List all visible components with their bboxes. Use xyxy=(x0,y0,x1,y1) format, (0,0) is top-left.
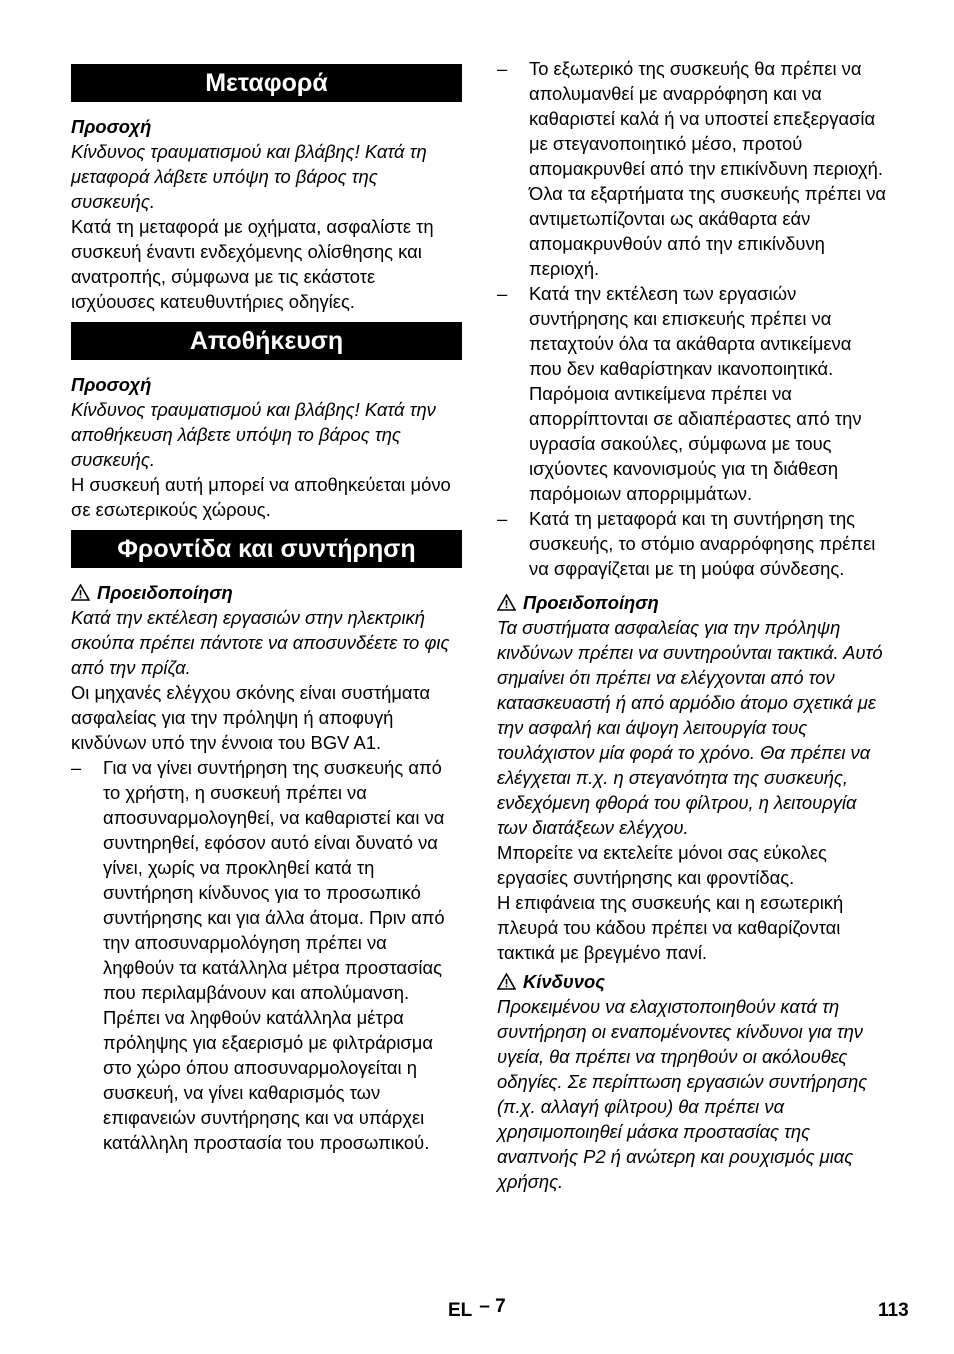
paragraph: Η επιφάνεια της συσκευής και η εσωτερική πλευρά του κάδου πρέπει να καθαρίζονται τακτικά με βρεγμένο πανί. xyxy=(497,892,844,963)
warning-text: Κατά την εκτέλεση εργασιών στην ηλεκτρική σκούπα πρέπει πάντοτε να αποσυνδέετε το φις από την πρίζα. xyxy=(71,607,450,678)
dash-marker: – xyxy=(497,283,508,304)
page-number: 113 xyxy=(878,1300,909,1321)
dash-marker: – xyxy=(497,58,508,79)
warning-label: Προειδοποίηση xyxy=(97,582,233,603)
list-item xyxy=(497,56,889,281)
warning-triangle-icon xyxy=(497,594,516,611)
right-column xyxy=(497,56,889,1194)
caution-text: Κίνδυνος τραυματισμού και βλάβης! Κατά τη μεταφορά λάβετε υπόψη το βάρος της συσκευής. xyxy=(71,141,427,212)
paragraph: Μπορείτε να εκτελείτε μόνοι σας εύκολες εργασίες συντήρησης και φροντίδας. xyxy=(497,842,827,888)
list-item-text: Το εξωτερικό της συσκευής θα πρέπει να απολυμανθεί με αναρρόφηση και να καθαριστεί καλά ή να υποστεί επεξεργασία με στεγανοποιητικό μέσο, προτού απομακρυνθεί από την επικίνδυνη περιοχή. Όλα τα εξαρτήματα της συσκευής πρέπει να αντιμετωπίζονται ως ακάθαρτα εάν απομακρυνθούν από την επικίνδυνη περιοχή. xyxy=(529,58,887,279)
danger-text: Προκειμένου να ελαχιστοποιηθούν κατά τη συντήρηση οι εναπομένοντες κίνδυνοι για την υγεία, θα πρέπει να τηρηθούν οι ακόλουθες οδηγίες. Σε περίπτωση εργασιών συντήρησης (π.χ. αλλαγή φίλτρου) θα πρέπει να χρησιμοποιηθεί μάσκα προστασίας της αναπνοής P2 ή ανώτερη και ρουχισμός μιας χρήσης. xyxy=(497,996,868,1192)
footer-language-section xyxy=(448,1296,508,1322)
caution-heading: Προσοχή xyxy=(71,374,152,395)
warning-triangle-icon xyxy=(71,584,90,601)
warning-triangle-icon xyxy=(497,973,516,990)
caution-text: Κίνδυνος τραυματισμού και βλάβης! Κατά την αποθήκευση λάβετε υπόψη το βάρος της συσκευής. xyxy=(71,399,436,470)
left-column xyxy=(71,56,462,1155)
list-item-text: Κατά την εκτέλεση των εργασιών συντήρησης και επισκευής πρέπει να πεταχτούν όλα τα ακάθαρτα αντικείμενα που δεν καθαρίστηκαν ικανοποιητικά. Παρόμοια αντικείμενα πρέπει να απορρίπτονται σε αδιαπέραστες από την υγρασία σακούλες, σύμφωνα με τους ισχύοντες κανονισμούς για τη διάθεση παρόμοιων απορριμμάτων. xyxy=(529,283,862,504)
danger-heading xyxy=(497,969,889,994)
paragraph: Η συσκευή αυτή μπορεί να αποθηκεύεται μόνο σε εσωτερικούς χώρους. xyxy=(71,474,451,520)
bullet-list xyxy=(71,755,462,1155)
section-title-transport: Μεταφορά xyxy=(71,64,462,102)
footer-language: EL xyxy=(448,1300,472,1321)
list-item xyxy=(71,755,462,1155)
warning-heading xyxy=(497,590,889,615)
danger-label: Κίνδυνος xyxy=(523,971,605,992)
section-title-storage: Αποθήκευση xyxy=(71,322,462,360)
list-item xyxy=(497,506,889,581)
dash-marker: – xyxy=(497,508,508,529)
warning-heading xyxy=(71,580,462,605)
list-item-text: Κατά τη μεταφορά και τη συντήρηση της συσκευής, το στόμιο αναρρόφησης πρέπει να σφραγίζεται με τη μούφα σύνδεσης. xyxy=(529,508,876,579)
dash-marker: – xyxy=(71,757,82,778)
warning-text: Τα συστήματα ασφαλείας για την πρόληψη κινδύνων πρέπει να συντηρούνται τακτικά. Αυτό σημαίνει ότι πρέπει να ελέγχονται από τον κατασκευαστή ή από αρμόδιο άτομο σχετικά με την ασφαλή και άψογη λειτουργία τους τουλάχιστον μία φορά το χρόνο. Θα πρέπει να ελέγχεται π.χ. η στεγανότητα της συσκευής, ενδεχόμενη φθορά του φίλτρου, η λειτουργία των διατάξεων ελέγχου. xyxy=(497,617,883,838)
footer-section-number: – 7 xyxy=(479,1296,506,1317)
list-item-text: Για να γίνει συντήρηση της συσκευής από το χρήστη, η συσκευή πρέπει να αποσυναρμολογηθεί, να καθαριστεί και να συντηρηθεί, εφόσον αυτό είναι δυνατό να γίνει, χωρίς να προκληθεί κατά τη συντήρηση κίνδυνος για το προσωπικό συντήρησης και για άλλα άτομα. Πριν από την αποσυναρμολόγηση πρέπει να ληφθούν τα κατάλληλα μέτρα προστασίας που περιλαμβάνουν και απολύμανση. Πρέπει να ληφθούν κατάλληλα μέτρα πρόληψης για εξαερισμό με φιλτράρισμα στο χώρο όπου αποσυναρμολογείται η συσκευή, να γίνει καθαρισμός των επιφανειών συντήρησης και να υπάρχει κατάλληλη προστασία του προσωπικού. xyxy=(103,757,445,1153)
bullet-list xyxy=(497,56,889,581)
section-title-care-maintenance: Φροντίδα και συντήρηση xyxy=(71,530,462,568)
warning-label: Προειδοποίηση xyxy=(523,592,659,613)
caution-heading: Προσοχή xyxy=(71,116,152,137)
paragraph: Κατά τη μεταφορά με οχήματα, ασφαλίστε τη συσκευή έναντι ενδεχόμενης ολίσθησης και ανατροπής, σύμφωνα με τις εκάστοτε ισχύουσες κατευθυντήριες οδηγίες. xyxy=(71,216,434,312)
list-item xyxy=(497,281,889,506)
paragraph: Οι μηχανές ελέγχου σκόνης είναι συστήματα ασφαλείας για την πρόληψη ή αποφυγή κινδύνων υπό την έννοια του BGV A1. xyxy=(71,682,431,753)
